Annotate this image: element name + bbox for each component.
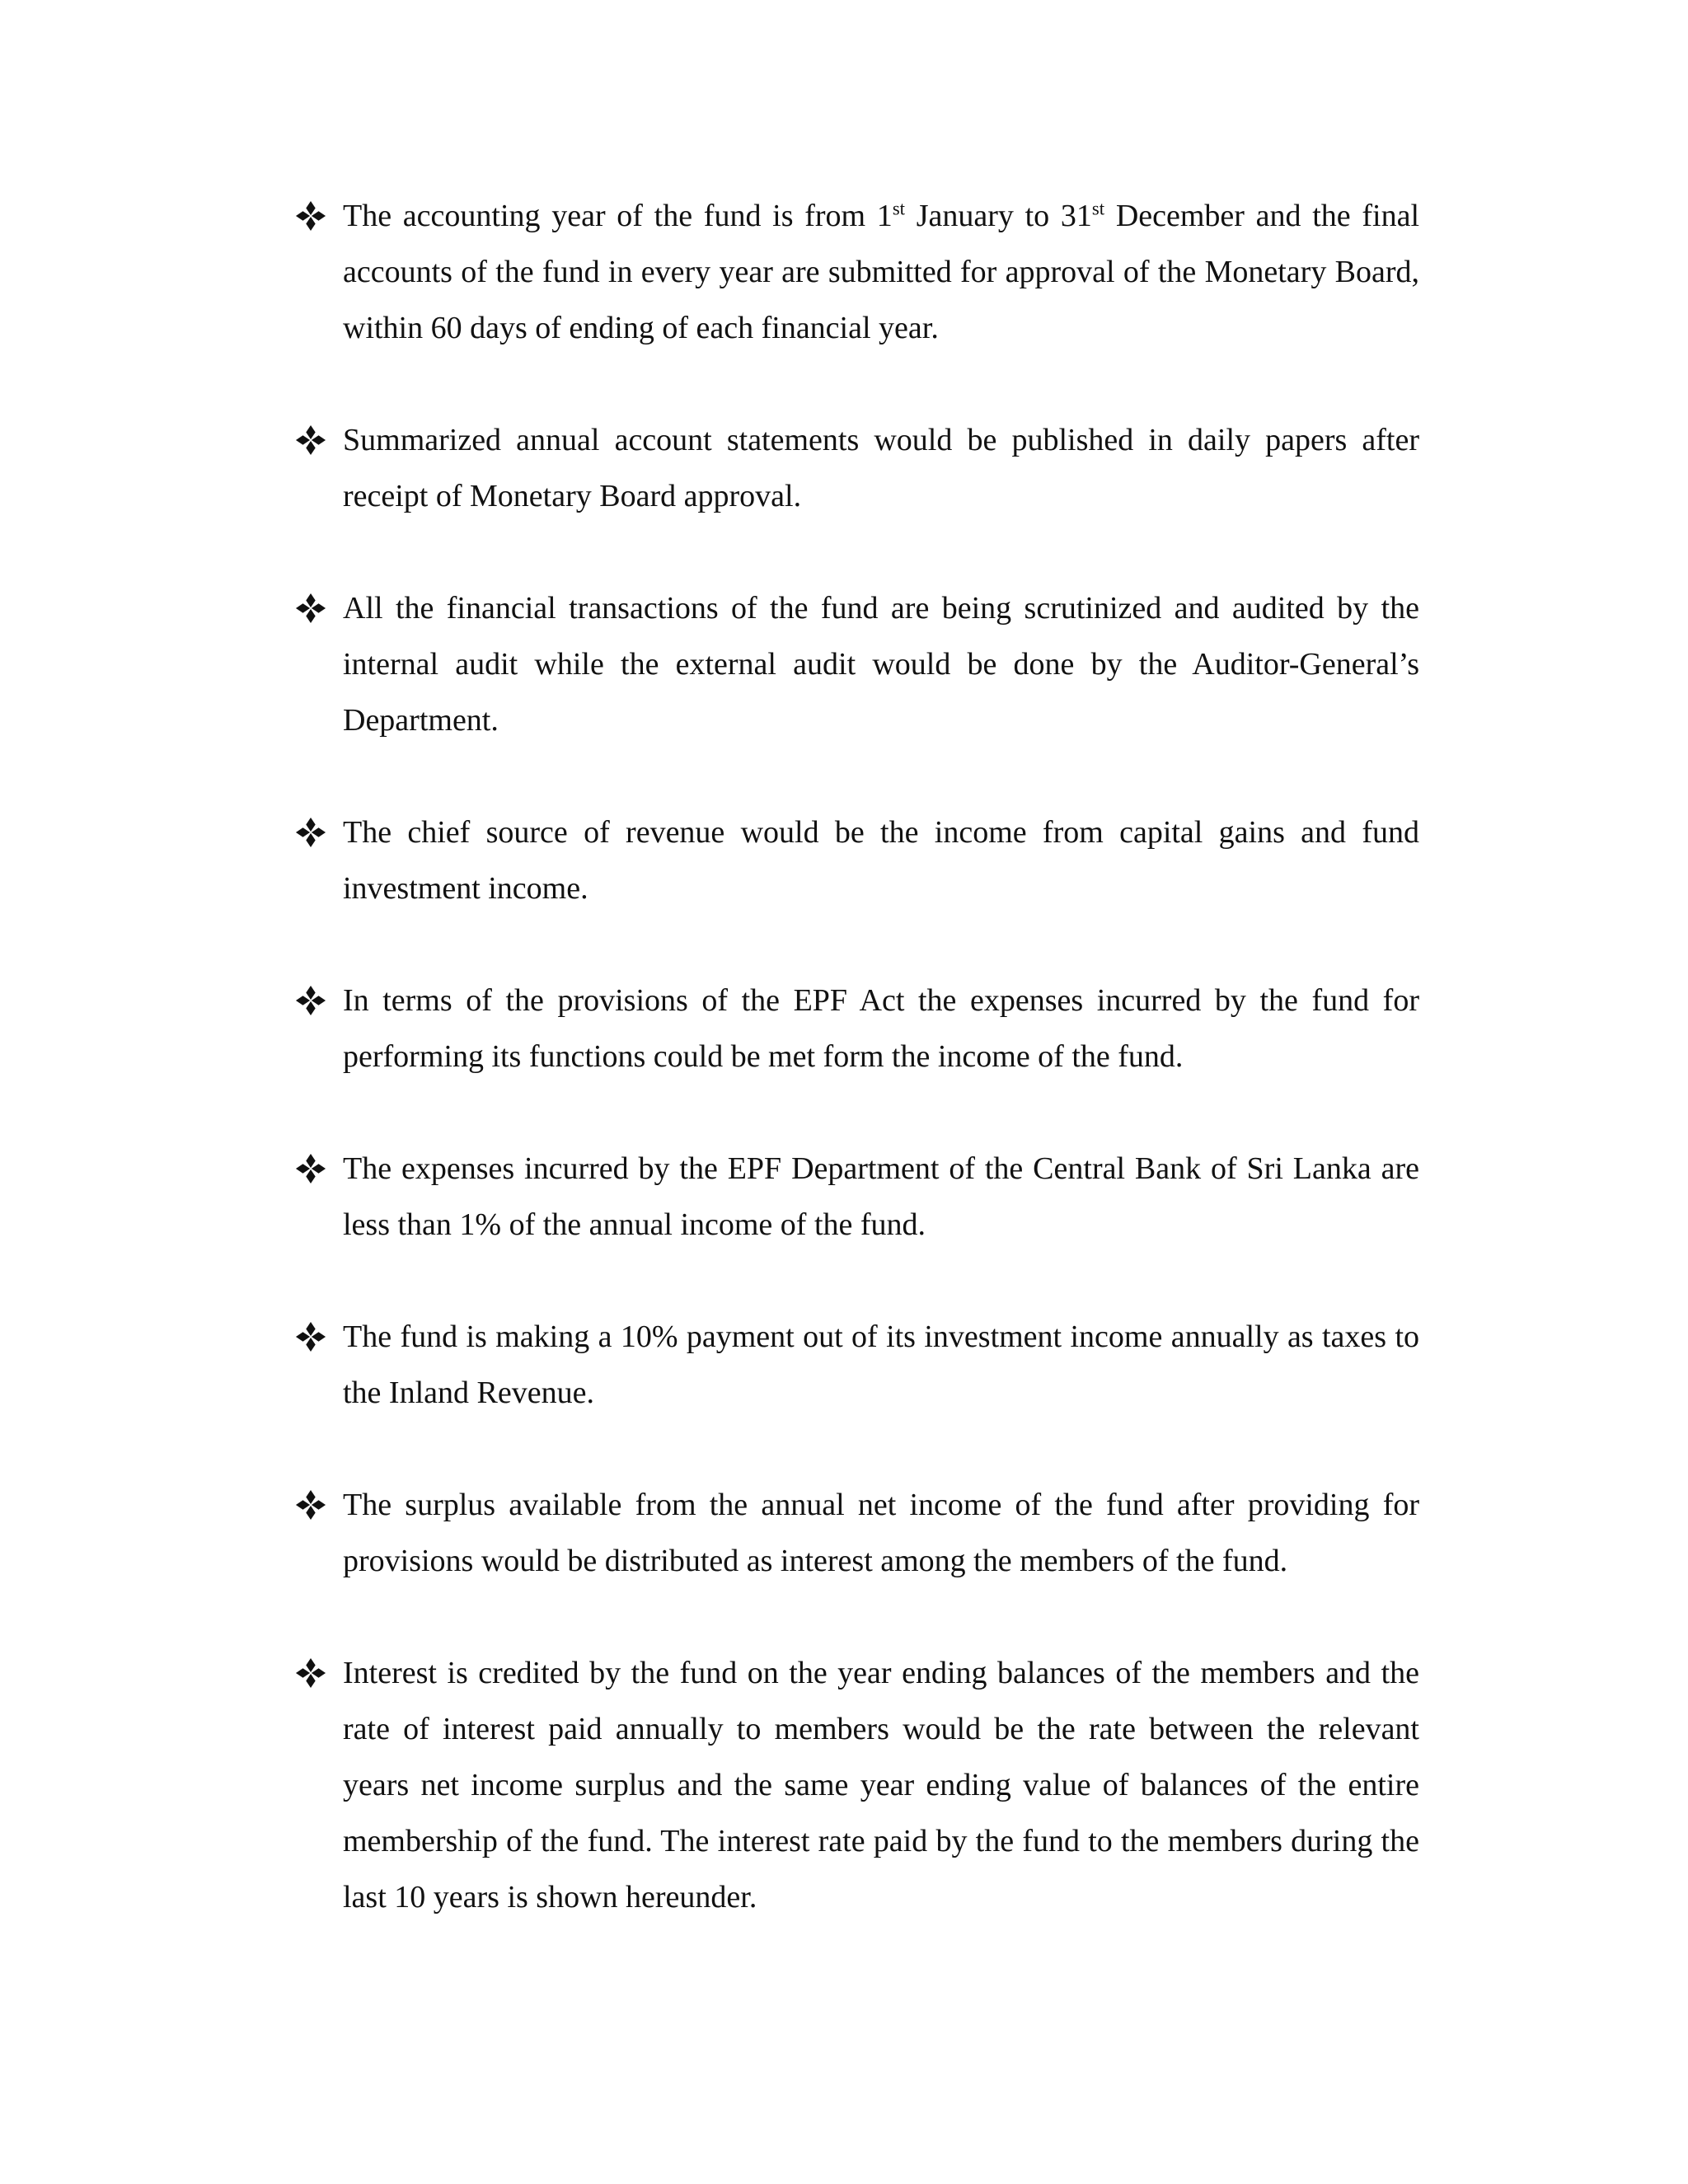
list-item-summarized-statements [295, 412, 1419, 524]
item-text-part: January to 31 [905, 199, 1092, 233]
bullet-list [295, 188, 1419, 1981]
diamond-bullet-icon [295, 1309, 326, 1365]
diamond-bullet-icon [295, 412, 326, 468]
item-text: All the financial transactions of the fund are being scrutinized and audited by the internal audit while the external audit would be done by the Auditor-General’s Department. [343, 591, 1419, 738]
list-item-revenue-source [295, 804, 1419, 916]
diamond-bullet-icon [295, 1477, 326, 1533]
item-text: In terms of the provisions of the EPF Act the expenses incurred by the fund for performing its functions could be met form the income of the fund. [343, 983, 1419, 1074]
list-item-taxes [295, 1309, 1419, 1421]
list-item-epf-act-expenses [295, 972, 1419, 1085]
item-text-part: The accounting year of the fund is from 1 [343, 199, 893, 233]
diamond-bullet-icon [295, 1645, 326, 1701]
list-item-accounting-year [295, 188, 1419, 356]
diamond-bullet-icon [295, 972, 326, 1029]
item-text: Summarized annual account statements would be published in daily papers after receipt of Monetary Board approval. [343, 423, 1419, 513]
diamond-bullet-icon [295, 580, 326, 636]
ordinal-suffix: st [892, 198, 906, 219]
ordinal-suffix: st [1091, 198, 1105, 219]
item-text: The expenses incurred by the EPF Department of the Central Bank of Sri Lanka are less than 1% of the annual income of the fund. [343, 1151, 1419, 1242]
list-item-interest-credit [295, 1645, 1419, 1925]
item-text: Interest is credited by the fund on the year ending balances of the members and the rate of interest paid annually to members would be the rate between the relevant years net income surplus and the same year ending value of balances of the entire membership of the fund. The interest rate paid by the fund to the members during the last 10 years is shown hereunder. [343, 1656, 1419, 1915]
list-item-department-expenses [295, 1141, 1419, 1253]
diamond-bullet-icon [295, 188, 326, 244]
list-item-audit [295, 580, 1419, 748]
item-text: The fund is making a 10% payment out of its investment income annually as taxes to the Inland Revenue. [343, 1319, 1419, 1410]
item-text-part: December and the final accounts of the fund in every year are submitted for approval of the Monetary Board, within 60 days of ending of each financial year. [343, 199, 1420, 345]
diamond-bullet-icon [295, 1141, 326, 1197]
list-item-surplus-distribution [295, 1477, 1419, 1589]
item-text: The surplus available from the annual net income of the fund after providing for provisions would be distributed as interest among the members of the fund. [343, 1488, 1419, 1578]
diamond-bullet-icon [295, 804, 326, 860]
item-text: The chief source of revenue would be the income from capital gains and fund investment income. [343, 815, 1419, 906]
